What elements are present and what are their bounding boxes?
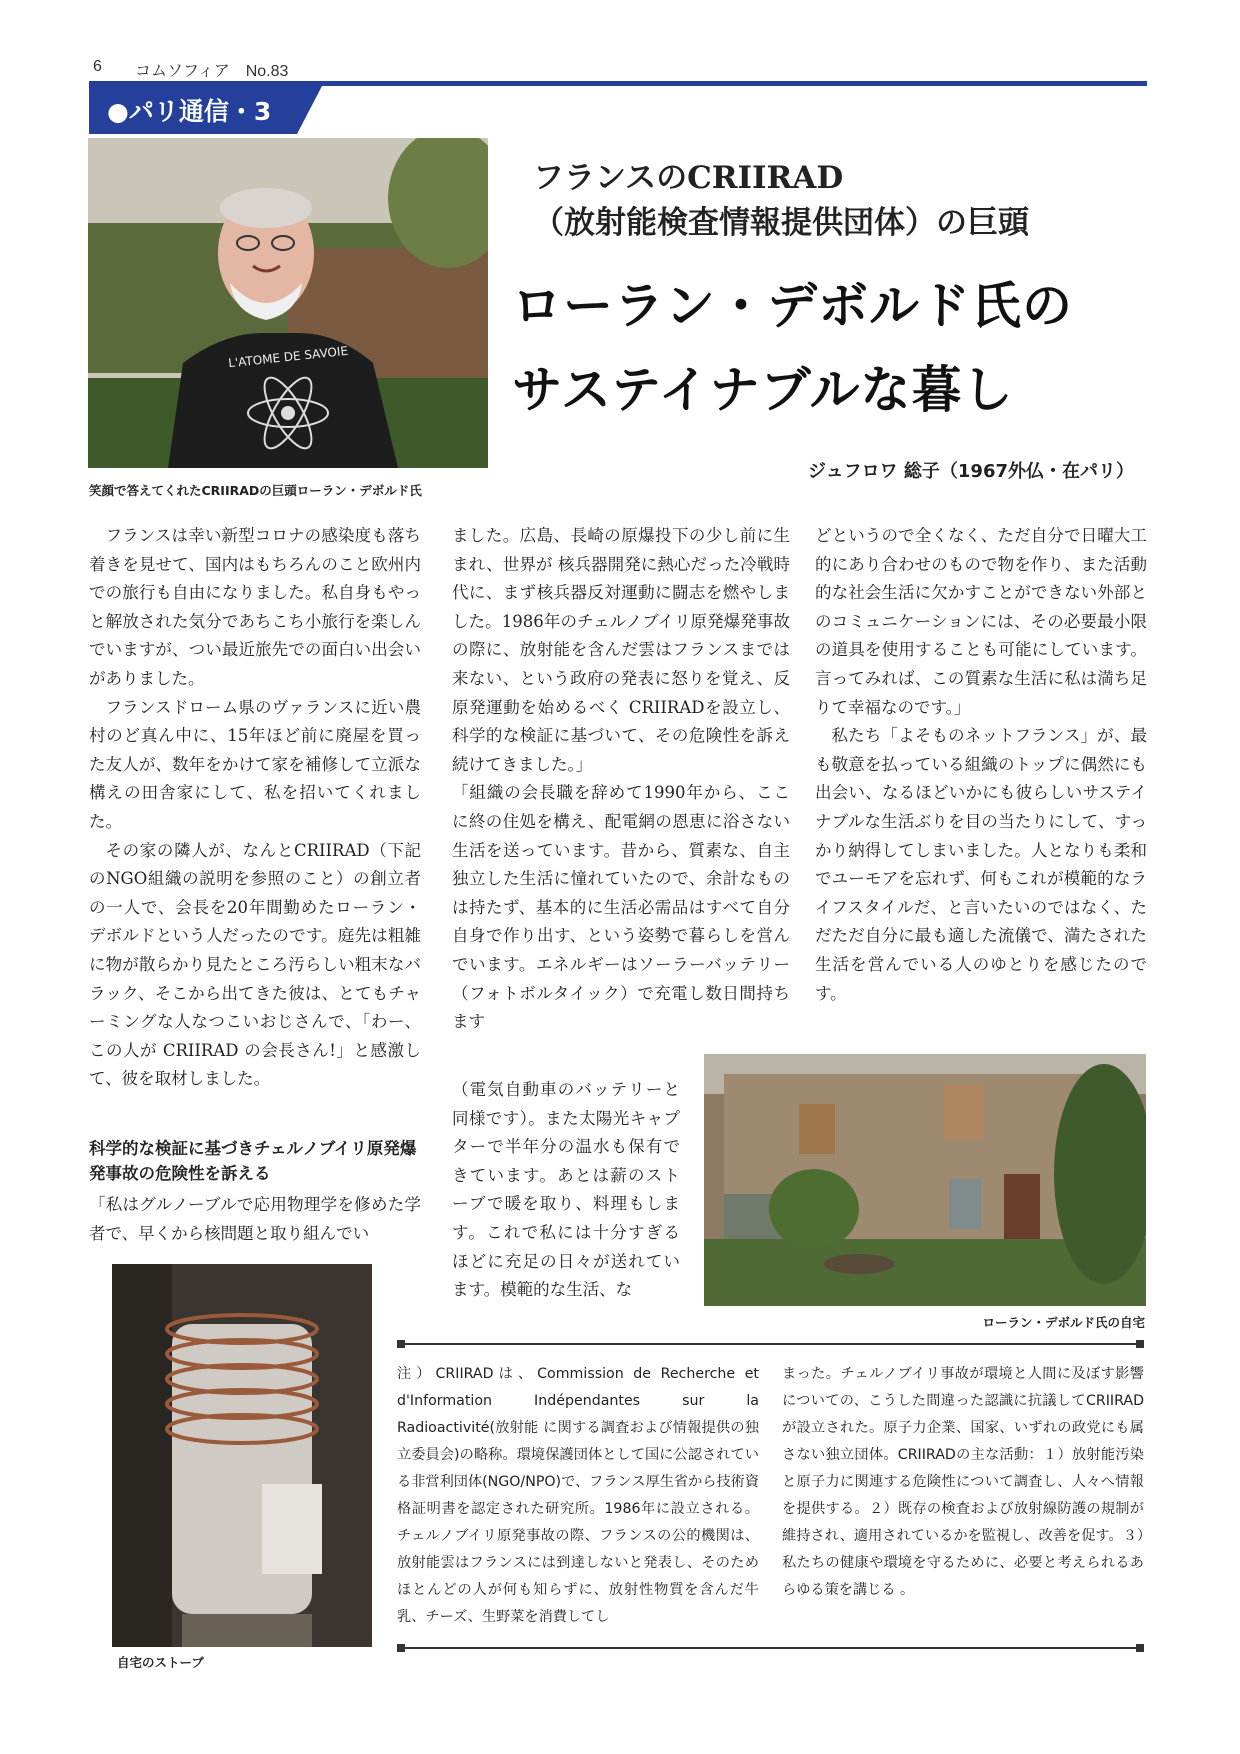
- body-column-2: [452, 522, 790, 1037]
- note-top-rule: [397, 1343, 1144, 1345]
- body-column-1-continued: [89, 1191, 421, 1248]
- title-line-2: サステイナブルな暮し: [512, 360, 1014, 419]
- paragraph: 私たち「よそものネットフランス」が、最も敬意を払っている組織のトップに偶然にも出会い、なるほどいかにも彼らしいサステイナブルな生活ぶりを目の当たりにして、すっかり納得してしまいました。人となりも柔和でユーモアを忘れず、何もこれが模範的なライフスタイルだ、と言いたいのではなく、ただただ自分に最も適した流儀で、満たされた生活を営んでいる人のゆとりを感じたのです。: [815, 726, 1147, 1003]
- note-right-column: まった。チェルノブイリ事故が環境と人間に及ぼす影響についての、こうした間違った認識に抗議してCRIIRADが設立された。原子力企業、国家、いずれの政党にも属さない独立団体。CRIIRADの主な活動：１）放射能汚染と原子力に関連する危険性について調査し、人々へ情報を提供する。２）既存の検査および放射線防護の規制が維持され、適用されているかを監視し、改善を促す。３）私たちの健康や環境を守るために、必要と考えられるあらゆる策を講じる 。: [782, 1366, 1144, 1598]
- portrait-caption: 笑顔で答えてくれたCRIIRADの巨頭ローラン・デボルド氏: [89, 483, 422, 498]
- portrait-photo: [88, 138, 488, 468]
- title-line-1: ローラン・デボルド氏の: [512, 276, 1073, 335]
- stove-caption: 自宅のストーブ: [117, 1655, 204, 1670]
- shirt-text: L'ATOME DE SAVOIE: [227, 343, 349, 371]
- note-left-column: 注）CRIIRADは、Commission de Recherche et d'Information Indépendantes sur la Radioactivité(放射能 に関する調査および情報提供の独立委員会)の略称。環境保護団体として国に公認されている非営利団体(NGO/NPO)で、フランス厚生省から技術資格証明書を認定された研究所。1986年に設立される。チェルノブイリ原発事故の際、フランスの公的機関は、放射能雲はフランスには到達しないと発表し、そのためほとんどの人が何も知らずに、放射性物質を含んだ牛乳、チーズ、生野菜を消費してし: [397, 1366, 760, 1625]
- paragraph: その家の隣人が、なんとCRIIRAD（下記のNGO組織の説明を参照のこと）の創立者の一人で、会長を20年間勤めたローラン・デボルドという人だったのです。庭先は粗雑に物が散らかり見たところ汚らしい粗末なバラック、そこから出てきた彼は、とてもチャーミングな人なつこいおじさんで、「わー、この人が CRIIRAD の会長さん!」と感激して、彼を取材しました。: [89, 840, 421, 1089]
- subtitle-line-1: フランスのCRIIRAD: [533, 160, 844, 196]
- page-number: 6: [93, 58, 102, 75]
- house-caption: ローラン・デボルド氏の自宅: [982, 1315, 1145, 1330]
- paragraph: フランスドローム県のヴァランスに近い農村のど真ん中に、15年ほど前に廃屋を買った友人が、数年をかけて家を補修して立派な構えの田舎家にして、私を招いてくれました。: [89, 697, 421, 831]
- paragraph: ました。広島、長崎の原爆投下の少し前に生まれ、世界が 核兵器開発に熱心だった冷戦時代に、まず核兵器反対運動に闘志を燃やしました。1986年のチェルノブイリ原発爆発事故の際に、放射能を含んだ雲はフランスまでは来ない、という政府の発表に怒りを覚え、反原発運動を始めるべく CRIIRADを設立し、科学的な検証に基づいて、その危険性を訴え続けてきました。」: [452, 526, 790, 774]
- subtitle-line-2: （放射能検査情報提供団体）の巨頭: [533, 205, 1029, 241]
- body-column-1: [89, 522, 421, 1094]
- section-label: ●パリ通信・3: [107, 97, 272, 126]
- paragraph: 「私はグルノーブルで応用物理学を修めた学者で、早くから核問題と取り組んでい: [89, 1195, 421, 1243]
- section-heading: 科学的な検証に基づきチェルノブイリ原発爆発事故の危険性を訴える: [89, 1139, 417, 1183]
- author-byline: ジュフロワ 総子（1967外仏・在パリ）: [807, 461, 1134, 482]
- house-photo: [704, 1054, 1146, 1306]
- magazine-issue: コムソフィア No.83: [135, 63, 289, 80]
- body-column-2-narrow: [452, 1076, 680, 1305]
- body-column-3: [815, 522, 1147, 1008]
- stove-photo: [112, 1264, 372, 1647]
- paragraph: （電気自動車のバッテリーと同様です）。また太陽光キャプターで半年分の温水も保有できています。あとは薪のストーブで暖を取り、料理もします。これで私には十分すぎるほどに充足の日々が送れています。模範的な生活、な: [452, 1080, 680, 1300]
- paragraph: 「組織の会長職を辞めて1990年から、ここに終の住処を構え、配電網の恩恵に浴さない生活を送っています。昔から、質素な、自主独立した生活に憧れていたので、余計なものは持たず、基本的に生活必需品はすべて自分自身で作り出す、という姿勢で暮らしを営んでいます。エネルギーはソーラーバッテリー（フォトボルタイック）で充電し数日間持ちます: [452, 783, 790, 1032]
- note-bottom-rule: [397, 1647, 1144, 1649]
- paragraph: どというので全くなく、ただ自分で日曜大工的にあり合わせのもので物を作り、また活動的な社会生活に欠かすことができない外部とのコミュニケーションには、その必要最小限の道具を使用することも可能にしています。言ってみれば、この質素な生活に私は満ち足りて幸福なのです。」: [815, 526, 1147, 717]
- paragraph: フランスは幸い新型コロナの感染度も落ち着きを見せて、国内はもちろんのこと欧州内での旅行も自由になりました。私自身もやっと解放された気分であちこち小旅行を楽しんでいますが、つい最近旅先での面白い出会いがありました。: [89, 526, 421, 688]
